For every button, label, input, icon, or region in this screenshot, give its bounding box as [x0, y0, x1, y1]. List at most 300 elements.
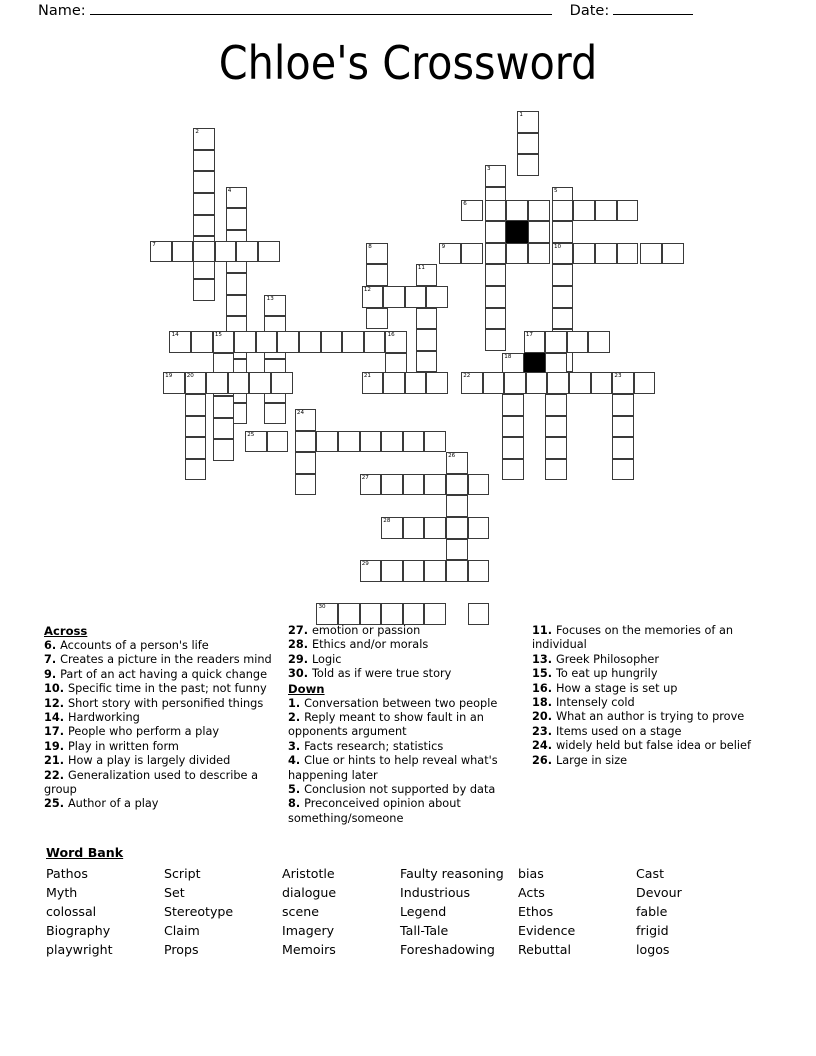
- clue-item: [288, 754, 518, 783]
- cell-number: 20: [186, 373, 194, 380]
- crossword-cell[interactable]: [403, 517, 425, 539]
- clue-item: [44, 797, 274, 811]
- cell-number: 27: [361, 474, 369, 481]
- crossword-cell[interactable]: [213, 353, 235, 375]
- clue-item: [288, 797, 518, 826]
- crossword-cell[interactable]: [193, 241, 215, 263]
- crossword-cell[interactable]: [338, 603, 360, 625]
- clue-number: 25.: [44, 797, 68, 811]
- crossword-cell[interactable]: [234, 331, 256, 353]
- crossword-cell[interactable]: [461, 243, 483, 265]
- clue-item: [288, 638, 518, 652]
- crossword-cell[interactable]: [612, 459, 634, 481]
- clue-number: 28.: [288, 638, 312, 652]
- word-bank-word[interactable]: Claim: [164, 923, 200, 938]
- crossword-cell[interactable]: [506, 243, 528, 265]
- clue-number: 26.: [532, 753, 556, 767]
- clue-number: 27.: [288, 624, 312, 637]
- crossword-cell[interactable]: [193, 150, 215, 172]
- clue-number: 8.: [288, 797, 305, 811]
- crossword-cell[interactable]: [362, 372, 384, 394]
- crossword-cell[interactable]: [150, 241, 172, 263]
- crossword-cell[interactable]: [226, 295, 248, 317]
- crossword-cell[interactable]: [403, 603, 425, 625]
- crossword-cell[interactable]: [360, 560, 382, 582]
- clue-number: 2.: [288, 711, 305, 725]
- crossword-cell[interactable]: [552, 264, 574, 286]
- clue-number: 7.: [44, 653, 61, 667]
- clue-item: [288, 697, 518, 711]
- crossword-cell[interactable]: [416, 329, 438, 351]
- cell-number: 4: [227, 187, 232, 194]
- clue-number: 1.: [288, 696, 305, 710]
- word-bank-word[interactable]: Aristotle: [282, 866, 335, 881]
- crossword-cell[interactable]: [381, 517, 403, 539]
- crossword-cell[interactable]: [545, 353, 567, 375]
- crossword-cell[interactable]: [545, 437, 567, 459]
- crossword-cell[interactable]: [267, 431, 289, 453]
- clue-number: 5.: [288, 783, 305, 797]
- clue-item: [44, 725, 274, 739]
- clue-item: [288, 740, 518, 754]
- crossword-cell[interactable]: [191, 331, 213, 353]
- word-bank-word[interactable]: Set: [164, 885, 185, 900]
- cell-number: 16: [387, 332, 395, 339]
- crossword-cell[interactable]: [172, 241, 194, 263]
- word-bank-word[interactable]: scene: [282, 904, 319, 919]
- clue-number: 18.: [532, 696, 556, 710]
- crossword-cell[interactable]: [545, 331, 567, 353]
- clue-column-3: [532, 624, 776, 826]
- crossword-cell[interactable]: [446, 452, 468, 474]
- crossword-cell[interactable]: [193, 279, 215, 301]
- crossword-cell[interactable]: [588, 331, 610, 353]
- crossword-cell[interactable]: [485, 308, 507, 330]
- crossword-cell[interactable]: [545, 459, 567, 481]
- word-bank-word[interactable]: Myth: [46, 885, 78, 900]
- cell-number: 9: [441, 243, 446, 250]
- crossword-cell[interactable]: [295, 431, 317, 453]
- crossword-cell[interactable]: [185, 416, 207, 438]
- clue-number: 6.: [44, 639, 61, 652]
- crossword-cell[interactable]: [485, 200, 507, 222]
- clues-section: [44, 624, 776, 826]
- clue-text: Author of a play: [67, 797, 159, 811]
- clue-text: Conversation between two people: [304, 696, 498, 710]
- crossword-cell[interactable]: [295, 474, 317, 496]
- cell-number: 17: [525, 332, 533, 339]
- crossword-cell[interactable]: [468, 474, 490, 496]
- cell-number: 5: [553, 187, 558, 194]
- clue-item: [532, 710, 762, 724]
- crossword-cell[interactable]: [446, 560, 468, 582]
- crossword-cell[interactable]: [383, 286, 405, 308]
- crossword-cell[interactable]: [612, 372, 634, 394]
- crossword-cell[interactable]: [424, 603, 446, 625]
- cell-number: 11: [417, 265, 425, 272]
- clue-text: Generalization used to describe a group: [44, 768, 259, 797]
- crossword-cell[interactable]: [552, 308, 574, 330]
- clue-text: Large in size: [555, 753, 628, 767]
- crossword-cell[interactable]: [316, 431, 338, 453]
- crossword-cell[interactable]: [506, 200, 528, 222]
- crossword-cell[interactable]: [461, 372, 483, 394]
- down-heading: Down: [288, 681, 325, 696]
- crossword-cell[interactable]: [526, 372, 548, 394]
- clue-number: 12.: [44, 696, 68, 710]
- crossword-cell[interactable]: [569, 372, 591, 394]
- crossword-cell[interactable]: [213, 439, 235, 461]
- clue-text: Accounts of a person's life: [60, 639, 209, 652]
- crossword-cell[interactable]: [360, 431, 382, 453]
- word-bank-word[interactable]: Biography: [46, 923, 111, 938]
- crossword-cell[interactable]: [468, 517, 490, 539]
- cell-number: 3: [486, 166, 491, 172]
- crossword-cell[interactable]: [416, 264, 438, 286]
- crossword-cell[interactable]: [573, 200, 595, 222]
- clue-item: [532, 653, 762, 667]
- crossword-cell[interactable]: [366, 243, 388, 265]
- clue-text: Ethics and/or morals: [311, 638, 429, 652]
- crossword-cell[interactable]: [424, 560, 446, 582]
- word-bank-word[interactable]: Faulty reasoning: [400, 866, 504, 881]
- crossword-cell[interactable]: [426, 286, 448, 308]
- clue-text: Items used on a stage: [555, 724, 682, 738]
- crossword-cell[interactable]: [547, 372, 569, 394]
- clue-number: 24.: [532, 739, 556, 753]
- clue-item: [44, 682, 274, 696]
- crossword-cell[interactable]: [383, 372, 405, 394]
- crossword-cell[interactable]: [485, 243, 507, 265]
- name-label: Name:: [38, 3, 86, 19]
- crossword-cell[interactable]: [567, 331, 589, 353]
- crossword-cell[interactable]: [403, 474, 425, 496]
- crossword-cell[interactable]: [416, 308, 438, 330]
- word-bank-word[interactable]: Devour: [636, 885, 682, 900]
- crossword-cell[interactable]: [485, 264, 507, 286]
- crossword-cell[interactable]: [249, 372, 271, 394]
- word-bank-word[interactable]: Script: [164, 866, 201, 881]
- crossword-cell[interactable]: [504, 372, 526, 394]
- crossword-cell[interactable]: [193, 171, 215, 193]
- clue-text: Creates a picture in the readers mind: [60, 653, 272, 667]
- crossword-cell[interactable]: [424, 474, 446, 496]
- crossword-cell[interactable]: [485, 286, 507, 308]
- crossword-cell[interactable]: [617, 200, 639, 222]
- clue-item: [44, 668, 274, 682]
- clue-item: [288, 783, 518, 797]
- crossword-cell[interactable]: [524, 331, 546, 353]
- crossword-cell[interactable]: [552, 221, 574, 243]
- crossword-cell[interactable]: [185, 437, 207, 459]
- across-heading: Across: [44, 624, 88, 638]
- crossword-cell[interactable]: [321, 331, 343, 353]
- word-bank-word[interactable]: colossal: [46, 904, 97, 919]
- crossword-cell[interactable]: [185, 394, 207, 416]
- crossword-cell[interactable]: [185, 372, 207, 394]
- name-write-line[interactable]: [90, 0, 552, 15]
- crossword-cell[interactable]: [193, 193, 215, 215]
- cell-number: 29: [361, 561, 369, 568]
- crossword-cell[interactable]: [424, 431, 446, 453]
- crossword-cell[interactable]: [426, 372, 448, 394]
- word-bank-word[interactable]: Industrious: [400, 885, 471, 900]
- cell-number: 23: [614, 373, 622, 380]
- clue-text: Specific time in the past; not funny: [67, 682, 267, 696]
- crossword-cell[interactable]: [295, 452, 317, 474]
- clue-number: 4.: [288, 754, 305, 768]
- crossword-cell[interactable]: [502, 394, 524, 416]
- word-bank-word[interactable]: Cast: [636, 866, 665, 881]
- clue-item: [532, 725, 762, 739]
- crossword-cell[interactable]: [236, 241, 258, 263]
- crossword-cell[interactable]: [528, 243, 550, 265]
- crossword-cell[interactable]: [517, 111, 539, 133]
- crossword-cell[interactable]: [446, 474, 468, 496]
- crossword-cell[interactable]: [612, 437, 634, 459]
- crossword-cell[interactable]: [360, 474, 382, 496]
- crossword-cell[interactable]: [528, 200, 550, 222]
- crossword-cell[interactable]: [552, 200, 574, 222]
- page-title: Chloe's Crossword: [218, 36, 598, 90]
- date-label: Date:: [569, 3, 610, 19]
- cell-number: 14: [171, 332, 179, 339]
- word-bank-word[interactable]: Pathos: [46, 866, 88, 881]
- crossword-cell[interactable]: [228, 372, 250, 394]
- crossword-cell[interactable]: [612, 416, 634, 438]
- clue-text: Play in written form: [67, 739, 179, 753]
- crossword-cell[interactable]: [416, 351, 438, 373]
- crossword-cell[interactable]: [381, 474, 403, 496]
- crossword-cell[interactable]: [528, 221, 550, 243]
- crossword-cell[interactable]: [461, 200, 483, 222]
- crossword-cell[interactable]: [163, 372, 185, 394]
- crossword-cell[interactable]: [502, 459, 524, 481]
- cell-number: 30: [318, 604, 326, 611]
- clue-number: 23.: [532, 724, 556, 738]
- word-bank-word[interactable]: logos: [636, 942, 670, 957]
- crossword-cell[interactable]: [169, 331, 191, 353]
- crossword-cell[interactable]: [256, 331, 278, 353]
- crossword-cell[interactable]: [364, 331, 386, 353]
- word-bank-word[interactable]: dialogue: [282, 885, 337, 900]
- cell-number: 7: [152, 241, 156, 248]
- word-bank-word[interactable]: Rebuttal: [518, 942, 572, 957]
- crossword-cell[interactable]: [299, 331, 321, 353]
- clue-text: Clue or hints to help reveal what's happening later: [288, 754, 498, 782]
- crossword-cell[interactable]: [381, 560, 403, 582]
- crossword-cell[interactable]: [612, 394, 634, 416]
- crossword-cell[interactable]: [226, 208, 248, 230]
- crossword-cell[interactable]: [573, 243, 595, 265]
- clue-column-1: [44, 624, 288, 826]
- crossword-cell[interactable]: [385, 331, 407, 353]
- clue-text: Reply meant to show fault in an opponents argument: [288, 711, 484, 739]
- word-bank-word[interactable]: frigid: [636, 923, 669, 938]
- crossword-cell[interactable]: [360, 603, 382, 625]
- clue-number: 13.: [532, 652, 556, 666]
- crossword-cell[interactable]: [502, 437, 524, 459]
- crossword-cell[interactable]: [213, 418, 235, 440]
- word-bank-word[interactable]: Tall-Tale: [400, 923, 449, 938]
- crossword-cell[interactable]: [381, 431, 403, 453]
- crossword-grid: [150, 111, 666, 611]
- crossword-cell[interactable]: [362, 286, 384, 308]
- crossword-cell[interactable]: [617, 243, 639, 265]
- crossword-cell[interactable]: [595, 243, 617, 265]
- crossword-cell[interactable]: [385, 353, 407, 375]
- clue-number: 20.: [532, 710, 556, 724]
- clue-text: How a play is largely divided: [67, 754, 231, 768]
- cell-number: 6: [463, 200, 467, 207]
- clue-number: 17.: [44, 725, 68, 739]
- word-bank-section: [46, 844, 776, 959]
- clue-text: What an author is trying to prove: [555, 710, 745, 724]
- clue-text: Focuses on the memories of an individual: [532, 624, 734, 652]
- cell-number: 18: [504, 353, 512, 360]
- crossword-cell[interactable]: [213, 396, 235, 418]
- crossword-cell[interactable]: [446, 495, 468, 517]
- crossword-cell[interactable]: [485, 329, 507, 351]
- clue-item: [288, 667, 518, 681]
- clue-text: emotion or passion: [311, 624, 421, 637]
- crossword-cell[interactable]: [338, 431, 360, 453]
- cell-number: 1: [519, 112, 523, 118]
- crossword-cell[interactable]: [502, 353, 524, 375]
- clue-item: [44, 740, 274, 754]
- crossword-cell[interactable]: [264, 295, 286, 317]
- crossword-cell[interactable]: [213, 331, 235, 353]
- crossword-cell[interactable]: [277, 331, 299, 353]
- clue-text: To eat up hungrily: [555, 667, 658, 681]
- crossword-cell[interactable]: [245, 431, 267, 453]
- clue-item: [288, 653, 518, 667]
- crossword-cell[interactable]: [545, 394, 567, 416]
- clue-text: Greek Philosopher: [555, 652, 660, 666]
- crossword-cell[interactable]: [517, 154, 539, 176]
- crossword-cell[interactable]: [552, 286, 574, 308]
- crossword-cell[interactable]: [468, 560, 490, 582]
- crossword-cell[interactable]: [405, 286, 427, 308]
- clue-text: How a stage is set up: [555, 681, 678, 695]
- crossword-cell[interactable]: [193, 128, 215, 150]
- crossword-cell[interactable]: [381, 603, 403, 625]
- crossword-cell[interactable]: [591, 372, 613, 394]
- crossword-cell[interactable]: [264, 403, 286, 425]
- word-bank-word[interactable]: Memoirs: [282, 942, 336, 957]
- crossword-cell[interactable]: [342, 331, 364, 353]
- crossword-cell[interactable]: [446, 539, 468, 561]
- crossword-cell[interactable]: [271, 372, 293, 394]
- word-bank-word[interactable]: Acts: [518, 885, 545, 900]
- crossword-cell[interactable]: [640, 243, 662, 265]
- cell-number: 19: [165, 373, 173, 380]
- cell-number: 2: [195, 129, 199, 136]
- crossword-cell[interactable]: [468, 603, 490, 625]
- crossword-cell[interactable]: [446, 517, 468, 539]
- crossword-cell[interactable]: [405, 372, 427, 394]
- crossword-cell[interactable]: [485, 221, 507, 243]
- word-bank-heading: Word Bank: [46, 845, 124, 860]
- clue-text: Hardworking: [67, 711, 140, 725]
- word-bank-word[interactable]: Props: [164, 942, 199, 957]
- crossword-cell[interactable]: [295, 409, 317, 431]
- clue-item: [288, 624, 518, 638]
- crossword-cell[interactable]: [226, 187, 248, 209]
- word-bank-word[interactable]: Foreshadowing: [400, 942, 495, 957]
- crossword-cell[interactable]: [403, 560, 425, 582]
- crossword-cell[interactable]: [517, 133, 539, 155]
- cell-number: 15: [214, 332, 222, 339]
- word-bank-word[interactable]: bias: [518, 866, 544, 881]
- crossword-cell[interactable]: [552, 243, 574, 265]
- crossword-cell[interactable]: [439, 243, 461, 265]
- crossword-cell[interactable]: [193, 215, 215, 237]
- word-bank-word[interactable]: Stereotype: [164, 904, 234, 919]
- clue-item: [44, 769, 274, 798]
- crossword-cell[interactable]: [215, 241, 237, 263]
- crossword-cell[interactable]: [226, 273, 248, 295]
- crossword-cell[interactable]: [366, 308, 388, 330]
- clue-item: [288, 711, 518, 740]
- clue-number: 10.: [44, 682, 68, 696]
- clue-number: 15.: [532, 667, 556, 681]
- crossword-cell[interactable]: [485, 165, 507, 187]
- crossword-cell[interactable]: [595, 200, 617, 222]
- cell-number: 24: [296, 410, 305, 417]
- clue-item: [44, 653, 274, 667]
- clue-item: [532, 696, 762, 710]
- clue-text: Told as if were true story: [311, 667, 452, 681]
- crossword-cell[interactable]: [502, 416, 524, 438]
- crossword-cell[interactable]: [316, 603, 338, 625]
- cell-number: 12: [363, 286, 371, 293]
- date-write-line[interactable]: [613, 0, 693, 15]
- crossword-cell[interactable]: [366, 264, 388, 286]
- cell-number: 25: [247, 431, 255, 438]
- word-bank-list: [46, 864, 776, 959]
- crossword-cell[interactable]: [206, 372, 228, 394]
- clue-item: [532, 667, 762, 681]
- crossword-cell[interactable]: [662, 243, 684, 265]
- crossword-cell[interactable]: [258, 241, 280, 263]
- word-bank-word[interactable]: playwright: [46, 942, 113, 957]
- word-bank-word[interactable]: Legend: [400, 904, 447, 919]
- clue-number: 22.: [44, 768, 68, 782]
- crossword-cell[interactable]: [424, 517, 446, 539]
- cell-number: 26: [448, 453, 456, 460]
- clue-number: 3.: [288, 739, 305, 753]
- word-bank-word[interactable]: fable: [636, 904, 668, 919]
- word-bank-word[interactable]: Imagery: [282, 923, 335, 938]
- clue-item: [44, 697, 274, 711]
- crossword-cell[interactable]: [483, 372, 505, 394]
- cell-number: 13: [266, 295, 274, 302]
- clue-item: [532, 682, 762, 696]
- clue-column-2: [288, 624, 532, 826]
- crossword-cell[interactable]: [403, 431, 425, 453]
- word-bank-word[interactable]: Evidence: [518, 923, 576, 938]
- clue-item: [44, 639, 274, 653]
- clue-text: Short story with personified things: [67, 696, 264, 710]
- word-bank-word[interactable]: Ethos: [518, 904, 554, 919]
- crossword-cell[interactable]: [634, 372, 656, 394]
- clue-text: Facts research; statistics: [304, 739, 444, 753]
- crossword-cell[interactable]: [545, 416, 567, 438]
- clue-number: 19.: [44, 739, 68, 753]
- crossword-cell[interactable]: [185, 459, 207, 481]
- clue-text: widely held but false idea or belief: [555, 739, 751, 753]
